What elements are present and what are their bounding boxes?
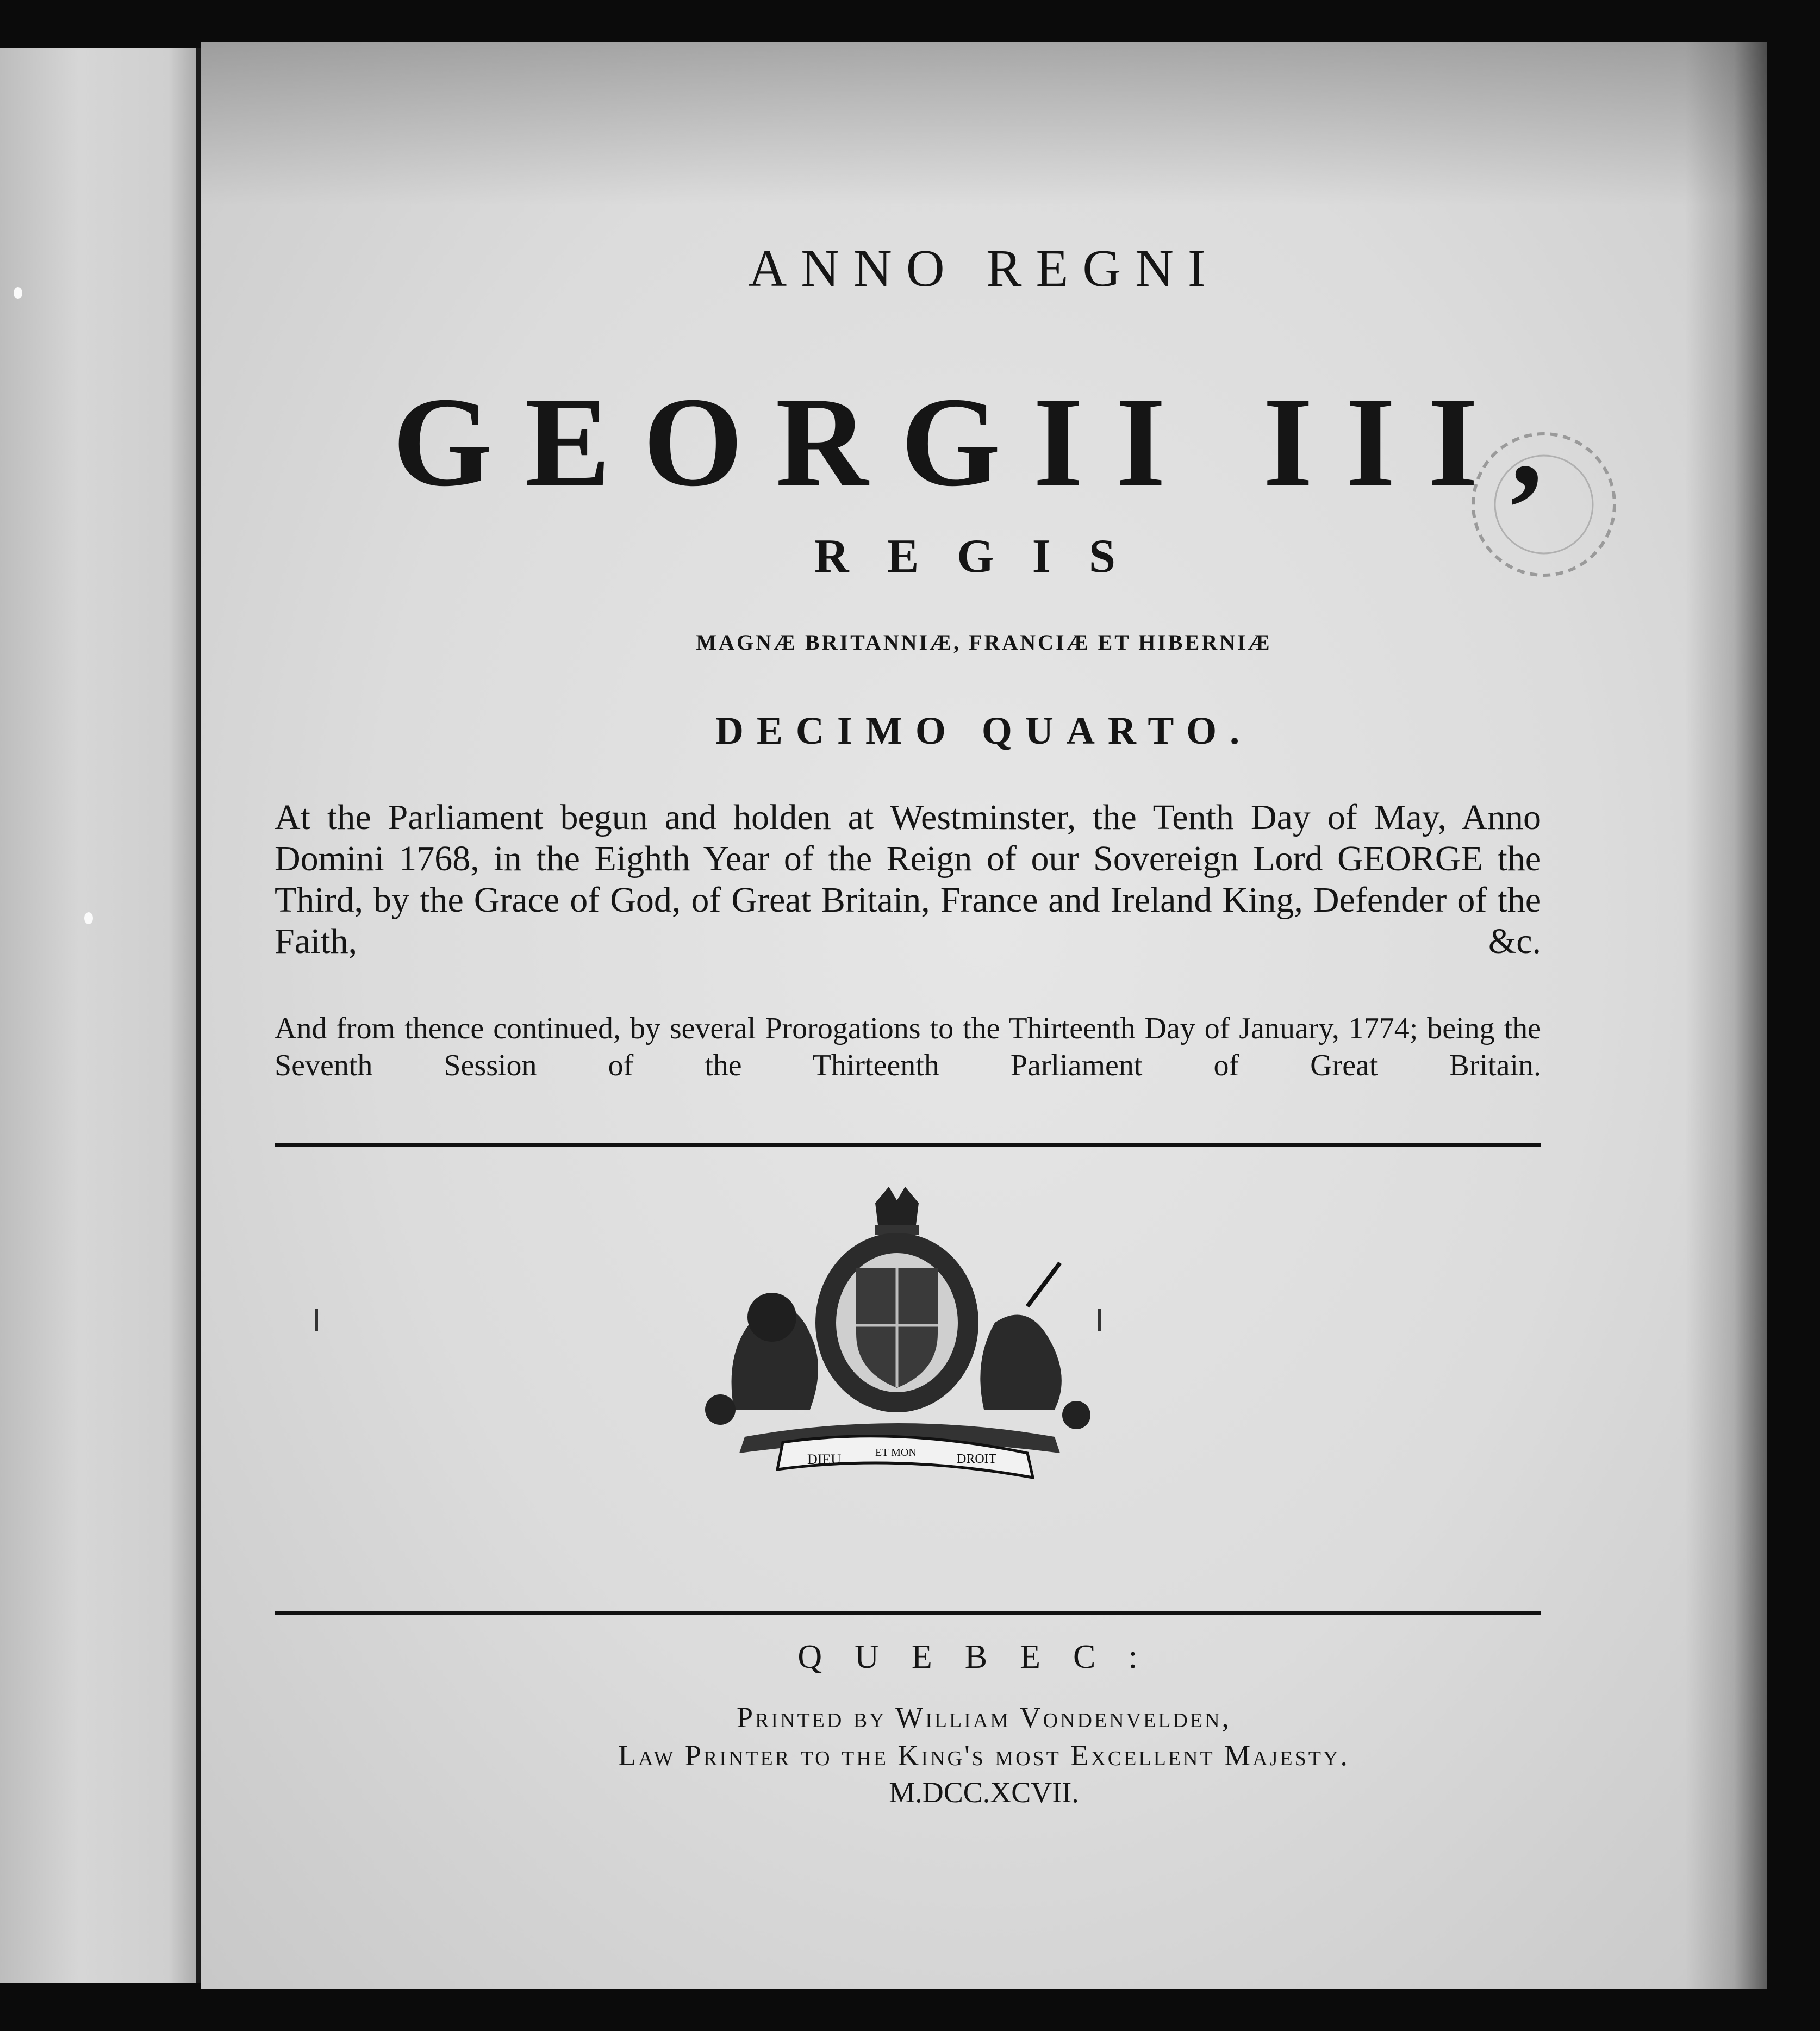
imprint-law-printer: Law Printer to the King's most Excellent Majesty. <box>618 1739 1350 1772</box>
horizontal-rule <box>275 1611 1541 1615</box>
ink-mark <box>315 1309 318 1331</box>
motto-dieu: DIEU <box>807 1451 842 1467</box>
book-gutter <box>196 48 201 1983</box>
page-edge <box>1685 42 1767 1989</box>
imprint-city: QUEBEC: <box>797 1638 1170 1675</box>
motto-droit: DROIT <box>957 1452 997 1466</box>
parliament-paragraph: At the Parliament begun and holden at Westminster, the Tenth Day of May, Anno Domini 1768, in the Eighth Year of the Reign of our Sovereign Lord GEORGE the Third, by the Grace of God, of Great Britain, France and Ireland King, Defender of the Faith, &c. <box>275 798 1541 961</box>
royal-coat-of-arms <box>701 1181 1093 1491</box>
regis-heading: REGIS <box>814 530 1154 583</box>
decimo-quarto-heading: DECIMO QUARTO. <box>715 709 1253 752</box>
continuation-paragraph: And from thence continued, by several Prorogations to the Thirteenth Day of January, 1774; being the Seventh Session of the Thirteenth Parliament of Great Britain. <box>275 1012 1541 1082</box>
imprint-year: M.DCC.XCVII. <box>889 1776 1079 1809</box>
page-smudge <box>201 42 1767 205</box>
paper-spot <box>84 912 93 924</box>
imprint-printer: Printed by William Vondenvelden, <box>736 1701 1232 1734</box>
paper-spot <box>14 287 22 299</box>
title-page <box>201 42 1767 1989</box>
library-stamp <box>1462 423 1625 586</box>
horizontal-rule <box>275 1143 1541 1147</box>
motto-et-mon: ET MON <box>875 1447 917 1459</box>
kingdoms-line: MAGNÆ BRITANNIÆ, FRANCIÆ ET HIBERNIÆ <box>696 630 1272 655</box>
ink-mark <box>1098 1309 1101 1331</box>
anno-regni-heading: ANNO REGNI <box>748 239 1220 298</box>
facing-page <box>0 48 198 1983</box>
georgii-heading: GEORGII III, <box>392 371 1575 513</box>
